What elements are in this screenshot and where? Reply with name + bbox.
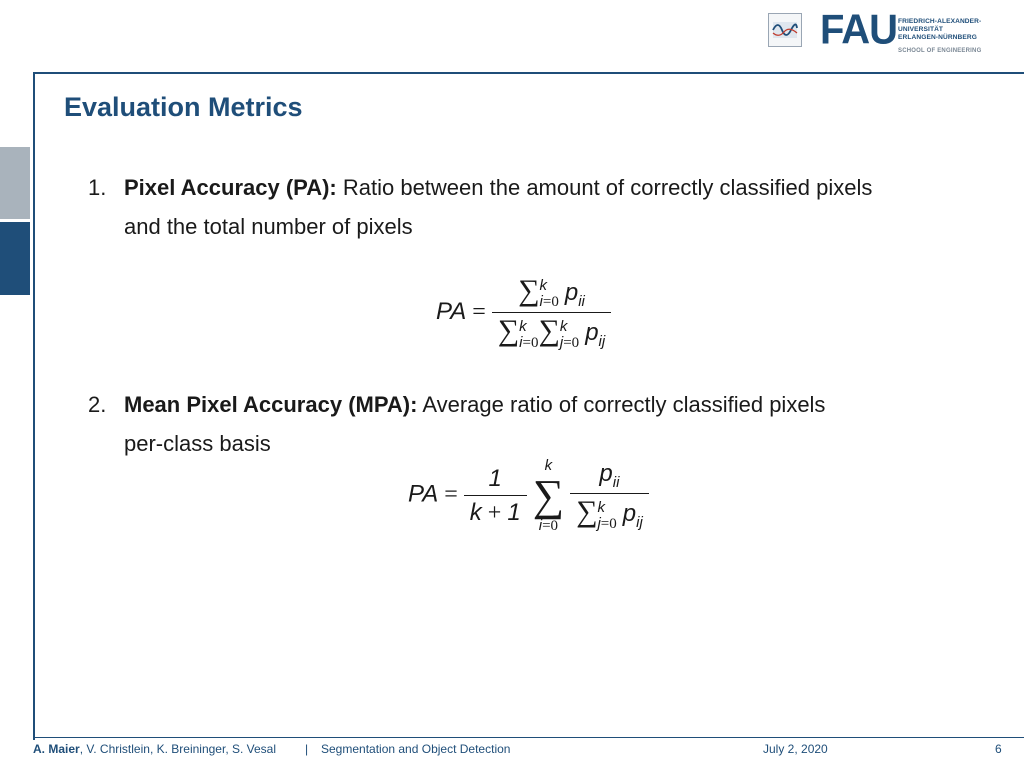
lab-logo (768, 13, 802, 47)
footer-date: July 2, 2020 (763, 742, 828, 756)
term-label: Pixel Accuracy (PA): (124, 175, 337, 200)
list-item-pixel-accuracy (88, 168, 1008, 246)
footer-page-number: 6 (995, 742, 1002, 756)
formula-lhs: PA (436, 298, 467, 325)
fau-university-name: FRIEDRICH-ALEXANDER- UNIVERSITÄT ERLANGEN-NÜRNBERG (898, 18, 982, 41)
fau-logo: FAU (820, 6, 897, 54)
wave-icon (769, 14, 801, 46)
formula-lhs: PA (408, 480, 439, 508)
footer-authors: A. Maier, V. Christlein, K. Breininger, S. Vesal (33, 742, 277, 756)
frame-bottom-line (33, 737, 1024, 738)
list-item-mean-pixel-accuracy (88, 385, 1008, 463)
list-number: 1. (88, 175, 107, 200)
slide-footer (33, 742, 1008, 760)
term-description-cont: per-class basis (124, 431, 271, 456)
frame-top-line (33, 72, 1024, 74)
footer-separator: | (305, 742, 309, 756)
slide-title: Evaluation Metrics (64, 92, 303, 122)
formula-pixel-accuracy: PA = ∑ k i=0 $p_{ii}$ ∑ k i=0 ∑ k j=0 $p_{ij}$ (436, 276, 611, 351)
footer-course: Segmentation and Object Detection (321, 742, 511, 756)
fau-school-name: SCHOOL OF ENGINEERING (898, 48, 982, 54)
side-tab-grey (0, 147, 30, 219)
list-number: 2. (88, 392, 107, 417)
term-description-cont: and the total number of pixels (124, 214, 413, 239)
term-description: Average ratio of correctly classified pixels (417, 392, 826, 417)
frame-left-line (33, 72, 35, 740)
formula-mean-pixel-accuracy: PA = $\frac{1}{k + 1}$ k ∑ i=0 $p_{ii}$ ∑ k j=0 $p_{ij}$ (408, 458, 649, 534)
side-tab-blue (0, 222, 30, 295)
term-label: Mean Pixel Accuracy (MPA): (124, 392, 418, 417)
term-description: Ratio between the amount of correctly classified pixels (336, 175, 873, 200)
